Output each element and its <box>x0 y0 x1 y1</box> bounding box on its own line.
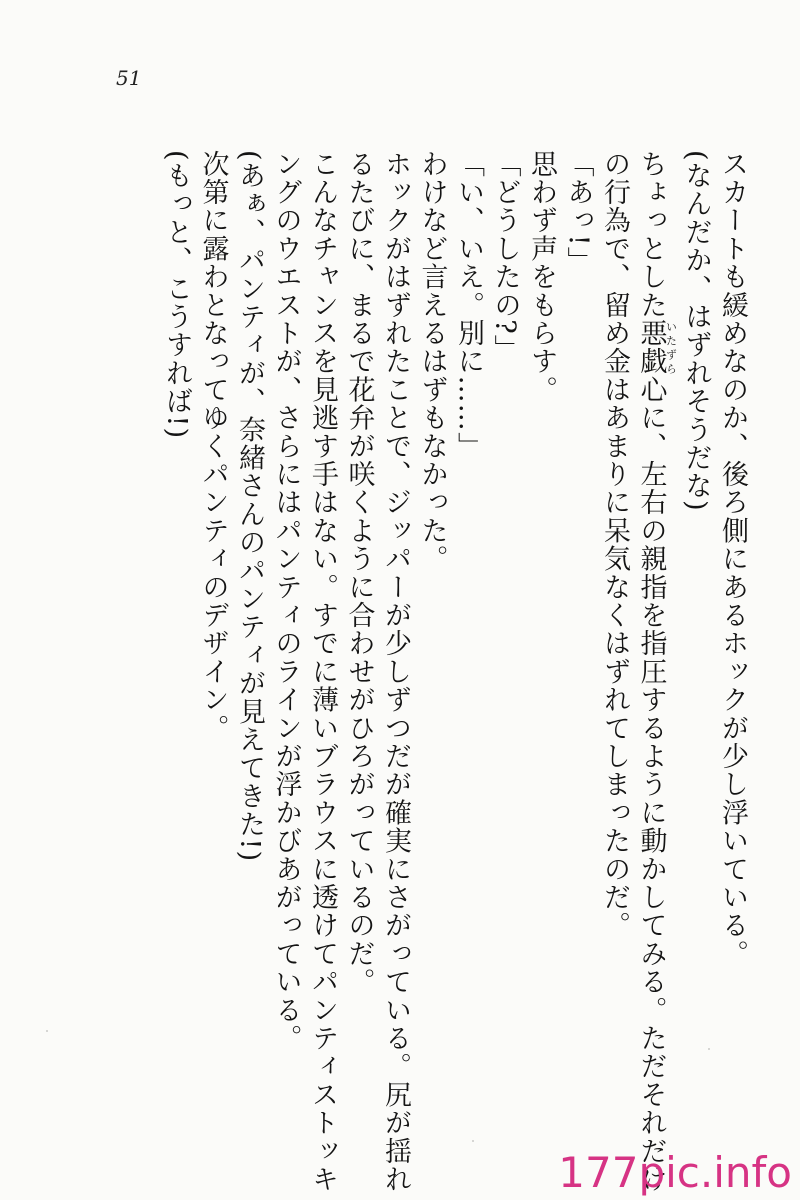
text-line: の行為で、留め金はあまりに呆気なくはずれてしまったのだ。 <box>599 150 630 940</box>
text-line: 「あっ!」 <box>562 150 594 275</box>
ruby-base: 悪戯 <box>635 319 667 376</box>
text-line: ングのウエストが、さらにはパンティのラインが浮かびあがっている。 <box>270 150 302 1053</box>
text-line: (なんだか、はずれそうだな) <box>680 150 712 512</box>
text-line: 次第に露わとなってゆくパンティのデザイン。 <box>197 150 229 743</box>
text-line: 「い、いえ。別に……」 <box>453 150 484 461</box>
text-line: 「どうしたの?」 <box>489 150 521 364</box>
text-line: るたびに、まるで花弁が咲くように合わせがひろがっているのだ。 <box>343 150 375 996</box>
scan-speck <box>46 1030 48 1032</box>
text-line: ホックがはずれたことで、ジッパーが少しずつだが確実にさがっている。尻が揺れ <box>380 150 411 1194</box>
text-line: (あぁ、パンティが、奈緒さんのパンティが見えてきた!) <box>234 150 265 863</box>
text-line: スカートも緩めなのか、後ろ側にあるホックが少し浮いている。 <box>717 150 748 968</box>
watermark: 177pic.info <box>558 1148 792 1197</box>
text-line: わけなど言えるはずもなかった。 <box>416 150 448 573</box>
text-line-with-ruby <box>632 150 678 1194</box>
ruby-reading: いたずら <box>664 319 678 376</box>
page-number: 51 <box>116 66 142 90</box>
scan-speck <box>472 1140 474 1142</box>
text-line: (もっと、こうすれば!) <box>161 150 192 440</box>
text-segment: 心に、左右の親指を指圧するように動かしてみる。ただそれだけ <box>635 375 667 1194</box>
text-line: 思わず声をもらす。 <box>526 150 557 404</box>
scan-speck <box>708 1048 710 1050</box>
ruby-annotation <box>635 319 678 376</box>
text-line: こんなチャンスを見逃す手はない。すでに薄いブラウスに透けてパンティストッキ <box>307 150 338 1194</box>
text-segment: ちょっとした <box>635 150 667 320</box>
